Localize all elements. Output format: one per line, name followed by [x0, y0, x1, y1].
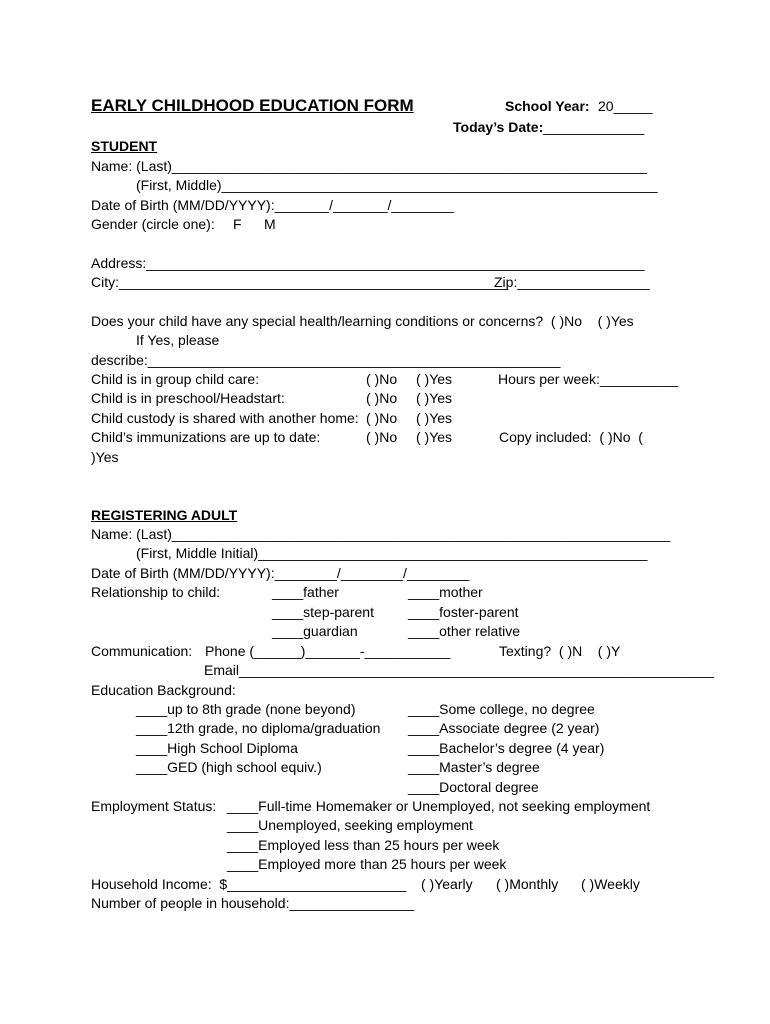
email-field[interactable]: Email_____________________________________________________________: [204, 662, 714, 678]
city-field[interactable]: City:__________________________________________________: [91, 274, 509, 290]
adult-heading: REGISTERING ADULT: [91, 507, 238, 523]
address-field[interactable]: Address:________________________________________________________________: [91, 255, 645, 271]
copy-included-options[interactable]: Copy included: ( )No (: [499, 429, 643, 445]
education-label: Education Background:: [91, 682, 236, 698]
household-size-field[interactable]: Number of people in household:________________: [91, 895, 415, 911]
school-year-label: School Year:: [505, 98, 590, 114]
adult-name-first-field[interactable]: (First, Middle Initial)__________________________________________________: [136, 545, 648, 561]
row-yes-option[interactable]: ( )Yes: [416, 371, 453, 387]
income-monthly-option[interactable]: ( )Monthly: [496, 876, 559, 892]
student-name-last-field[interactable]: Name: (Last)_____________________________________________________________: [91, 158, 647, 174]
todays-date-label: Today’s Date:: [453, 119, 544, 135]
relationship-option[interactable]: ____step-parent: [272, 604, 374, 620]
communication-label: Communication:: [91, 643, 193, 659]
health-question[interactable]: Does your child have any special health/learning conditions or concerns? ( )No ( )Yes: [91, 313, 634, 329]
relationship-option[interactable]: ____foster-parent: [408, 604, 519, 620]
education-option[interactable]: ____Associate degree (2 year): [408, 720, 600, 736]
employment-option[interactable]: ____Unemployed, seeking employment: [227, 817, 473, 833]
describe-field[interactable]: describe:_____________________________________________________: [91, 352, 561, 368]
copy-included-yes-wrap[interactable]: )Yes: [91, 449, 119, 465]
row-label: Child custody is shared with another home:: [91, 410, 359, 426]
adult-dob-field[interactable]: Date of Birth (MM/DD/YYYY):________/________/________: [91, 565, 470, 581]
row-no-option[interactable]: ( )No: [366, 410, 398, 426]
hours-per-week-field[interactable]: Hours per week:__________: [498, 371, 678, 387]
school-year-field[interactable]: 20_____: [598, 98, 653, 114]
education-option[interactable]: ____Bachelor’s degree (4 year): [408, 740, 605, 756]
student-name-first-field[interactable]: (First, Middle)________________________________________________________: [136, 177, 658, 193]
row-no-option[interactable]: ( )No: [366, 371, 398, 387]
relationship-option[interactable]: ____father: [272, 584, 339, 600]
student-heading: STUDENT: [91, 138, 158, 154]
education-option[interactable]: ____Master’s degree: [408, 759, 540, 775]
education-option[interactable]: ____Some college, no degree: [408, 701, 595, 717]
student-dob-field[interactable]: Date of Birth (MM/DD/YYYY):_______/_______/________: [91, 197, 454, 213]
relationship-label: Relationship to child:: [91, 584, 221, 600]
education-option[interactable]: ____High School Diploma: [136, 740, 298, 756]
gender-label: Gender (circle one):: [91, 216, 215, 232]
row-no-option[interactable]: ( )No: [366, 390, 398, 406]
row-yes-option[interactable]: ( )Yes: [416, 410, 453, 426]
row-yes-option[interactable]: ( )Yes: [416, 390, 453, 406]
form-title: EARLY CHILDHOOD EDUCATION FORM: [91, 96, 414, 115]
employment-option[interactable]: ____Employed more than 25 hours per week: [227, 856, 507, 872]
income-weekly-option[interactable]: ( )Weekly: [581, 876, 640, 892]
if-yes-text: If Yes, please: [136, 332, 220, 348]
row-no-option[interactable]: ( )No: [366, 429, 398, 445]
zip-field[interactable]: Zip:_________________: [494, 274, 650, 290]
education-option[interactable]: ____GED (high school equiv.): [136, 759, 322, 775]
income-yearly-option[interactable]: ( )Yearly: [421, 876, 473, 892]
relationship-option[interactable]: ____guardian: [272, 623, 358, 639]
employment-option[interactable]: ____Full-time Homemaker or Unemployed, not seeking employment: [227, 798, 651, 814]
texting-options[interactable]: Texting? ( )N ( )Y: [499, 643, 621, 659]
gender-option-f[interactable]: F: [233, 216, 242, 232]
row-yes-option[interactable]: ( )Yes: [416, 429, 453, 445]
employment-label: Employment Status:: [91, 798, 217, 814]
row-label: Child is in preschool/Headstart:: [91, 390, 285, 406]
adult-name-last-field[interactable]: Name: (Last)________________________________________________________________: [91, 526, 671, 542]
relationship-option[interactable]: ____mother: [408, 584, 483, 600]
employment-option[interactable]: ____Employed less than 25 hours per week: [227, 837, 500, 853]
row-label: Child is in group child care:: [91, 371, 260, 387]
gender-option-m[interactable]: M: [264, 216, 276, 232]
education-option[interactable]: ____up to 8th grade (none beyond): [136, 701, 356, 717]
education-option[interactable]: ____Doctoral degree: [408, 779, 539, 795]
todays-date-field[interactable]: _____________: [543, 119, 645, 135]
phone-field[interactable]: Phone (______)_______-___________: [205, 643, 451, 659]
row-label: Child’s immunizations are up to date:: [91, 429, 321, 445]
relationship-option[interactable]: ____other relative: [408, 623, 521, 639]
household-income-field[interactable]: Household Income: $_______________________: [91, 876, 407, 892]
education-option[interactable]: ____12th grade, no diploma/graduation: [136, 720, 381, 736]
